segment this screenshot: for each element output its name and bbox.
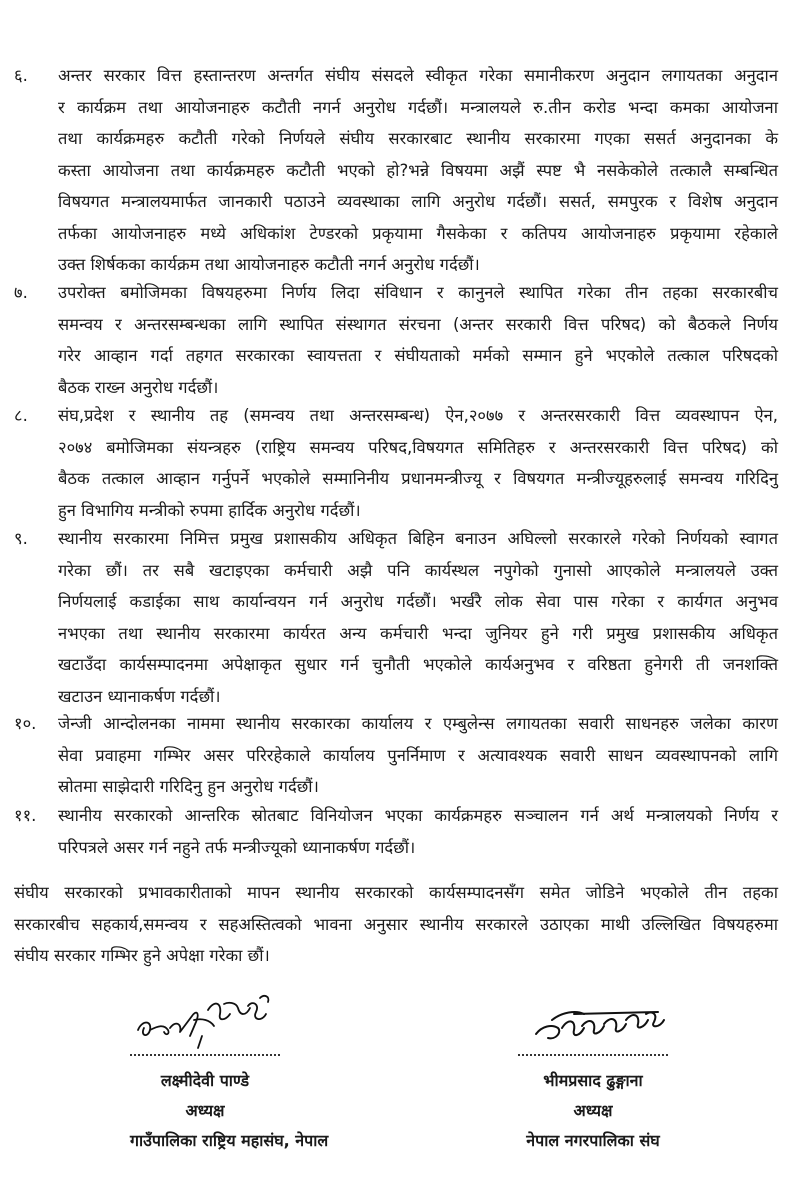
item-line: संघ,प्रदेश र स्थानीय तह (समन्वय तथा अन्तरसम्बन्ध) ऐन,२०७७ र अन्तरसरकारी वित्त व्यवस्थापन ऐन, [58, 406, 778, 425]
signature-image [130, 990, 280, 1052]
signature-image [518, 990, 668, 1052]
item-line: विषयगत मन्त्रालयमार्फत जानकारी पठाउने व्यवस्थाका लागि अनुरोध गर्दछौं। ससर्त, समपुरक र विशेष अनुदान [58, 192, 778, 211]
item-line: तर्फका आयोजनाहरु मध्ये अधिकांश टेण्डरको प्रकृयामा गैसकेका र कतिपय आयोजनाहरु प्रकृयामा रहेकाले [58, 223, 778, 243]
signatory-title: अध्यक्ष [573, 1101, 613, 1120]
signature-block-right [518, 990, 668, 1156]
signature-block-left [130, 990, 329, 1156]
item-line: सेवा प्रवाहमा गम्भिर असर परिरहेकाले कार्यालय पुनर्निमाण र अत्यावश्यक सवारी साधन व्यवस्थापनको लागि [58, 745, 778, 765]
item-line: निर्णयलाई कडाईका साथ कार्यान्वयन गर्न अनुरोध गर्दछौं। भर्खरै लोक सेवा पास गरेका र कार्यगत अनुभव [58, 592, 778, 611]
closing-line: सरकारबीच सहकार्य,समन्वय र सहअस्तित्वको भावना अनुसार स्थानीय सरकारले उठाएका माथी उल्लिखित विषयहरुमा [14, 914, 778, 934]
item-line: परिपत्रले असर गर्न नहुने तर्फ मन्त्रीज्यूको ध्यानाकर्षण गर्दछौं। [58, 837, 416, 857]
signature-dotted-line [518, 1054, 668, 1056]
item-line: समन्वय र अन्तरसम्बन्धका लागि स्थापित संस्थागत संरचना (अन्तर सरकारी वित्त परिषद) को बैठकले निर्णय [58, 314, 778, 334]
item-number: ६. [14, 66, 28, 85]
item-number: ८. [14, 406, 28, 425]
item-line: र कार्यक्रम तथा आयोजनाहरु कटौती नगर्न अनुरोध गर्दछौं। मन्त्रालयले रु.तीन करोड भन्दा कमका आयोजना [58, 97, 778, 117]
item-line: स्थानीय सरकारमा निमित्त प्रमुख प्रशासकीय अधिकृत बिहिन बनाउन अघिल्लो सरकारले गरेको निर्णयको स्वागत [58, 529, 778, 548]
item-line: उपरोक्त बमोजिमका विषयहरुमा निर्णय लिदा संविधान र कानुनले स्थापित गरेका तीन तहका सरकारबीच [58, 283, 778, 302]
item-line: खटाउन ध्यानाकर्षण गर्दछौं। [58, 686, 221, 706]
signatory-organization: नेपाल नगरपालिका संघ [526, 1131, 660, 1150]
item-number: ११. [14, 806, 37, 825]
item-number: १०. [14, 714, 37, 733]
item-number: ९. [14, 529, 28, 548]
item-line: हुन विभागिय मन्त्रीको रुपमा हार्दिक अनुरोध गर्दछौं। [58, 500, 361, 520]
item-line: नभएका तथा स्थानीय सरकारमा कार्यरत अन्य कर्मचारी भन्दा जुनियर हुने गरी प्रमुख प्रशासकीय अधिकृत [58, 623, 778, 643]
signature-dotted-line [130, 1054, 280, 1056]
signatory-name: लक्ष्मीदेवी पाण्डे [160, 1071, 250, 1090]
item-line: स्थानीय सरकारको आन्तरिक स्रोतबाट विनियोजन भएका कार्यक्रमहरु सञ्चालन गर्न अर्थ मन्त्रालयको निर्णय र [58, 806, 778, 825]
item-line: गरेका छौं। तर सबै खटाइएका कर्मचारी अझै पनि कार्यस्थल नपुगेको गुनासो आएकोले मन्त्रालयले उक्त [58, 560, 778, 580]
item-line: अन्तर सरकार वित्त हस्तान्तरण अन्तर्गत संघीय संसदले स्वीकृत गरेका समानीकरण अनुदान लगायतका अनुदान [58, 66, 778, 85]
item-line: उक्त शिर्षकका कार्यक्रम तथा आयोजनाहरु कटौती नगर्न अनुरोध गर्दछौं। [58, 255, 480, 274]
item-line: कस्ता आयोजना तथा कार्यक्रमहरु कटौती भएको हो?भन्ने विषयमा अझैं स्पष्ट भै नसकेकोले तत्कालै सम्बन्धित [58, 160, 778, 180]
signatory-organization: गाउँपालिका राष्ट्रिय महासंघ, नेपाल [130, 1131, 329, 1150]
closing-line: संघीय सरकारको प्रभावकारीताको मापन स्थानीय सरकारको कार्यसम्पादनसँग समेत जोडिने भएकोले तीन तहका [14, 883, 778, 902]
signatory-title: अध्यक्ष [185, 1101, 225, 1120]
closing-line: संघीय सरकार गम्भिर हुने अपेक्षा गरेका छौं। [14, 946, 270, 965]
signatory-name: भीमप्रसाद ढुङ्गाना [543, 1071, 643, 1090]
item-line: गरेर आव्हान गर्दा तहगत सरकारका स्वायत्तता र संघीयताको मर्मको सम्मान हुने भएकोले तत्काल परिषदको [58, 346, 778, 365]
item-line: खटाउँदा कार्यसम्पादनमा अपेक्षाकृत सुधार गर्न चुनौती भएकोले कार्यअनुभव र वरिष्ठता हुनेगरी ती जनशक्ति [58, 655, 778, 674]
item-line: जेन्जी आन्दोलनका नाममा स्थानीय सरकारका कार्यालय र एम्बुलेन्स लगायतका सवारी साधनहरु जलेका कारण [58, 714, 778, 733]
item-line: २०७४ बमोजिमका संयन्त्रहरु (राष्ट्रिय समन्वय परिषद,विषयगत समितिहरु र अन्तरसरकारी वित्त परिषद) को [58, 437, 778, 457]
item-line: बैठक तत्काल आव्हान गर्नुपर्ने भएकोले सम्मानिनीय प्रधानमन्त्रीज्यू र विषयगत मन्त्रीज्यूहरुलाई समन्वय गरिदिनु [58, 469, 778, 488]
item-number: ७. [14, 283, 28, 302]
item-line: बैठक राख्न अनुरोध गर्दछौं। [58, 377, 219, 397]
item-line: स्रोतमा साझेदारी गरिदिनु हुन अनुरोध गर्दछौं। [58, 777, 319, 796]
item-line: तथा कार्यक्रमहरु कटौती गरेको निर्णयले संघीय सरकारबाट स्थानीय सरकारमा गएका ससर्त अनुदानका के [58, 129, 778, 148]
